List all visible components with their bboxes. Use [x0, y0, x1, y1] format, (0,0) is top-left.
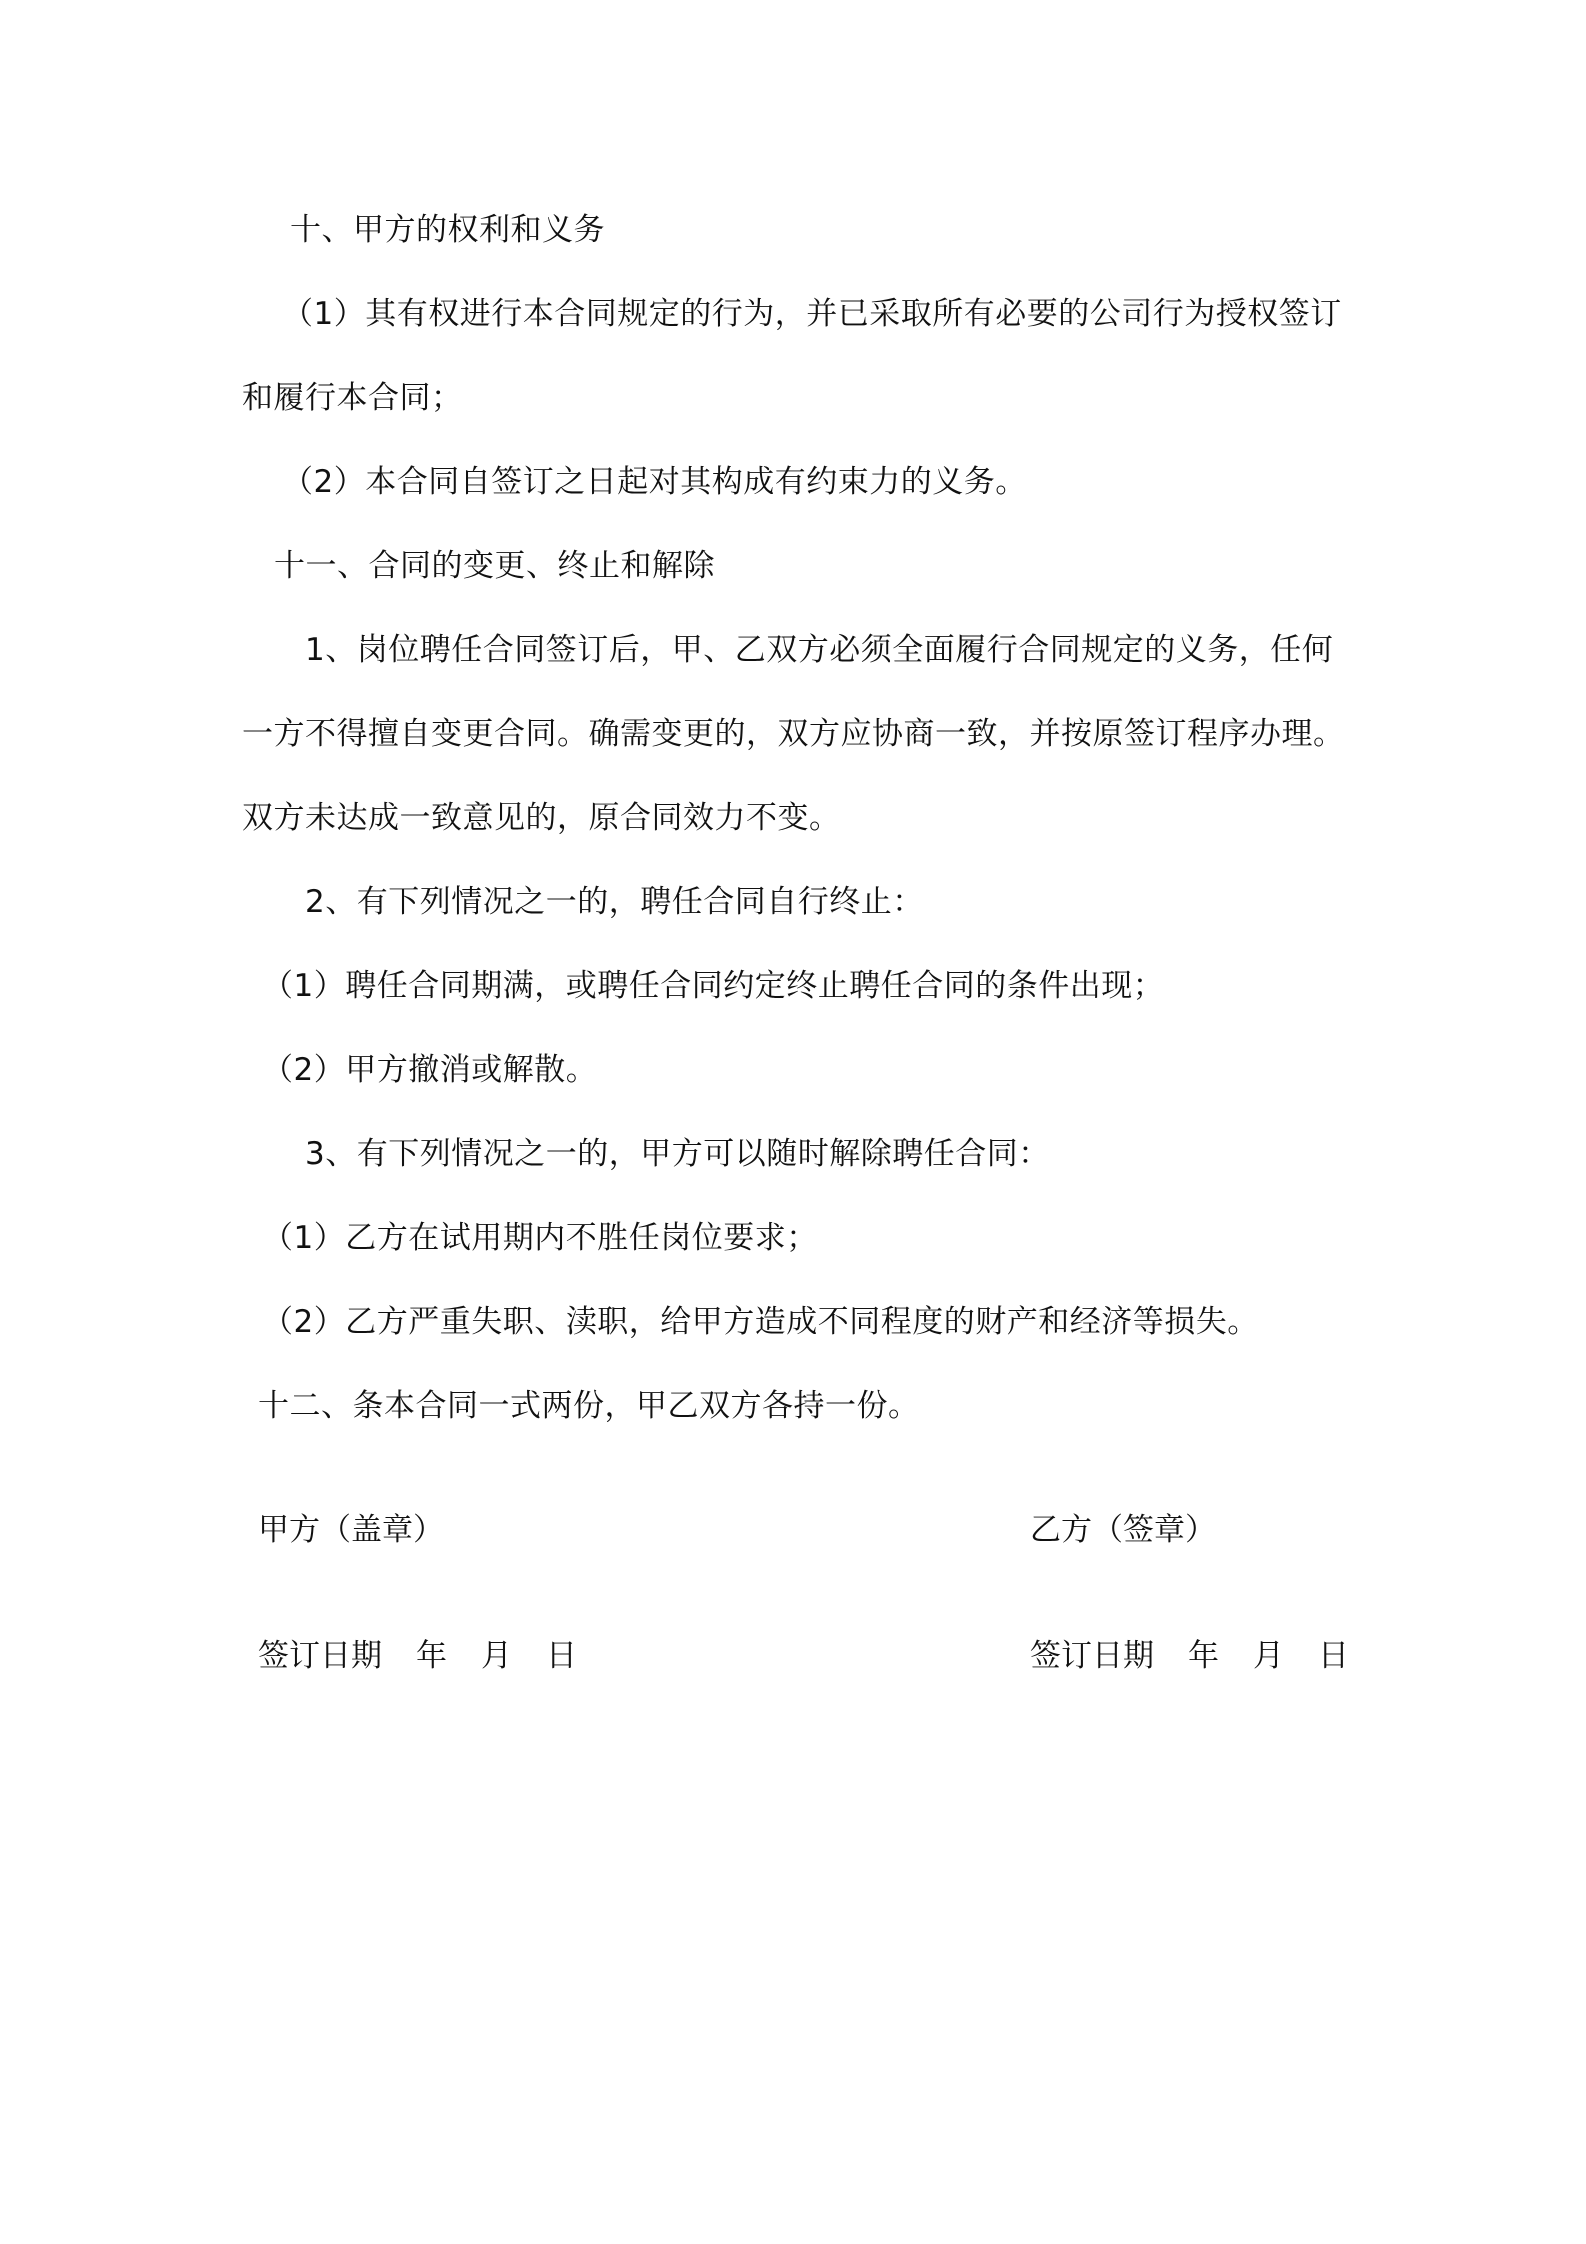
year-label: 年: [1188, 1638, 1219, 1674]
s11-p2-item2: （2）甲方撤消或解散。: [262, 1052, 598, 1088]
s11-p1-line2: 一方不得擅自变更合同。确需变更的，双方应协商一致，并按原签订程序办理。: [242, 716, 1345, 752]
party-a-seal-label: 甲方（盖章）: [258, 1512, 444, 1548]
party-b-date-line: [1030, 1636, 1349, 1676]
s11-p3: 3、有下列情况之一的，甲方可以随时解除聘任合同：: [305, 1136, 1050, 1172]
month-label: 月: [481, 1638, 512, 1674]
date-label: 签订日期: [1030, 1638, 1154, 1674]
year-label: 年: [416, 1638, 447, 1674]
s10-item1-line1: （1）其有权进行本合同规定的行为，并已采取所有必要的公司行为授权签订: [282, 296, 1342, 332]
party-b-sign-label: 乙方（签章）: [1030, 1512, 1216, 1548]
month-label: 月: [1253, 1638, 1284, 1674]
day-label: 日: [546, 1638, 577, 1674]
s10-item1-line2: 和履行本合同；: [242, 380, 463, 416]
s11-p3-item2: （2）乙方严重失职、渎职，给甲方造成不同程度的财产和经济等损失。: [262, 1304, 1259, 1340]
date-label: 签订日期: [258, 1638, 382, 1674]
s11-p2-item1: （1）聘任合同期满，或聘任合同约定终止聘任合同的条件出现；: [262, 968, 1165, 1004]
party-a-date-line: [258, 1636, 577, 1676]
s11-p1-line1: 1、岗位聘任合同签订后，甲、乙双方必须全面履行合同规定的义务，任何: [305, 632, 1334, 668]
section-11-title: 十一、合同的变更、终止和解除: [274, 548, 715, 584]
section-12: 十二、条本合同一式两份，甲乙双方各持一份。: [258, 1388, 920, 1424]
s10-item2: （2）本合同自签订之日起对其构成有约束力的义务。: [282, 464, 1027, 500]
section-10-title: 十、甲方的权利和义务: [290, 212, 605, 248]
s11-p3-item1: （1）乙方在试用期内不胜任岗位要求；: [262, 1220, 818, 1256]
day-label: 日: [1318, 1638, 1349, 1674]
s11-p2: 2、有下列情况之一的，聘任合同自行终止：: [305, 884, 924, 920]
s11-p1-line3: 双方未达成一致意见的，原合同效力不变。: [242, 800, 841, 836]
